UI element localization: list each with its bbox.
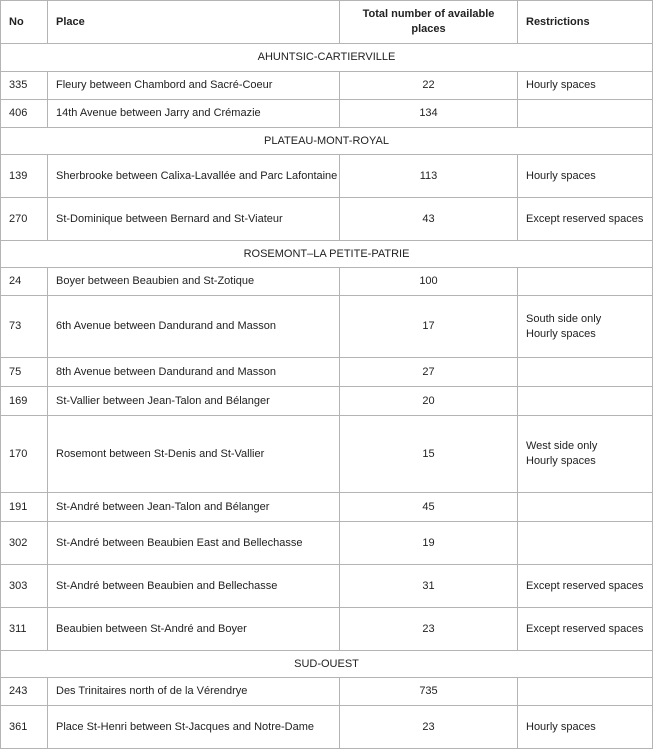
cell-place: Place St-Henri between St-Jacques and Notre-Dame <box>48 706 340 749</box>
cell-total: 23 <box>340 706 518 749</box>
table-row <box>1 416 653 493</box>
cell-total: 20 <box>340 387 518 416</box>
table-row <box>1 522 653 565</box>
restriction-text: Except reserved spaces <box>526 212 644 225</box>
section-title: PLATEAU-MONT-ROYAL <box>1 128 653 155</box>
restriction-text: Except reserved spaces <box>526 622 644 635</box>
header-restrictions: Restrictions <box>518 1 653 44</box>
cell-no: 270 <box>1 198 48 241</box>
header-row <box>1 1 653 44</box>
cell-place: Rosemont between St-Denis and St-Vallier <box>48 416 340 493</box>
cell-no: 361 <box>1 706 48 749</box>
cell-restrictions <box>518 387 653 416</box>
restriction-text: West side only <box>526 440 598 452</box>
table-row <box>1 565 653 608</box>
header-no: No <box>1 1 48 44</box>
cell-total: 113 <box>340 155 518 198</box>
section-title: SUD-OUEST <box>1 651 653 678</box>
cell-no: 24 <box>1 268 48 296</box>
restriction-text: Hourly spaces <box>526 79 596 91</box>
restriction-text: Except reserved spaces <box>526 579 644 592</box>
table-row <box>1 706 653 749</box>
cell-no: 335 <box>1 72 48 100</box>
cell-place: Beaubien between St-André and Boyer <box>48 608 340 651</box>
header-place: Place <box>48 1 340 44</box>
cell-total: 43 <box>340 198 518 241</box>
cell-place: 14th Avenue between Jarry and Crémazie <box>48 100 340 128</box>
table-row <box>1 493 653 522</box>
restriction-text: Hourly spaces <box>526 455 596 467</box>
section-title: ROSEMONT–LA PETITE-PATRIE <box>1 241 653 268</box>
cell-place: St-André between Beaubien East and Bellechasse <box>48 522 340 565</box>
table-row <box>1 358 653 387</box>
cell-no: 302 <box>1 522 48 565</box>
cell-no: 406 <box>1 100 48 128</box>
table-body <box>1 44 653 749</box>
section-row <box>1 44 653 72</box>
restriction-text: South side only <box>526 312 602 325</box>
cell-total: 735 <box>340 678 518 706</box>
cell-no: 73 <box>1 296 48 358</box>
cell-restrictions <box>518 565 653 608</box>
cell-total: 27 <box>340 358 518 387</box>
cell-no: 75 <box>1 358 48 387</box>
restriction-text: Hourly spaces <box>526 169 596 182</box>
cell-total: 17 <box>340 296 518 358</box>
cell-no: 169 <box>1 387 48 416</box>
table-row <box>1 268 653 296</box>
cell-restrictions <box>518 678 653 706</box>
cell-total: 22 <box>340 72 518 100</box>
cell-place: 8th Avenue between Dandurand and Masson <box>48 358 340 387</box>
restriction-text: Hourly spaces <box>526 327 596 340</box>
cell-restrictions <box>518 493 653 522</box>
cell-total: 15 <box>340 416 518 493</box>
section-row <box>1 128 653 155</box>
table-row <box>1 678 653 706</box>
cell-restrictions <box>518 155 653 198</box>
cell-restrictions <box>518 608 653 651</box>
cell-total: 134 <box>340 100 518 128</box>
restriction-text: Hourly spaces <box>526 720 596 733</box>
cell-place: Fleury between Chambord and Sacré-Coeur <box>48 72 340 100</box>
cell-no: 303 <box>1 565 48 608</box>
table-row <box>1 72 653 100</box>
cell-place: St-Vallier between Jean-Talon and Bélanger <box>48 387 340 416</box>
cell-total: 100 <box>340 268 518 296</box>
table-row <box>1 608 653 651</box>
cell-place: St-Dominique between Bernard and St-Viateur <box>48 198 340 241</box>
header-total: Total number of available places <box>340 1 518 44</box>
cell-place: Boyer between Beaubien and St-Zotique <box>48 268 340 296</box>
cell-restrictions <box>518 706 653 749</box>
section-row <box>1 651 653 678</box>
cell-place: Des Trinitaires north of de la Vérendrye <box>48 678 340 706</box>
cell-restrictions <box>518 296 653 358</box>
table-row <box>1 296 653 358</box>
section-title: AHUNTSIC-CARTIERVILLE <box>1 44 653 72</box>
cell-no: 139 <box>1 155 48 198</box>
cell-total: 23 <box>340 608 518 651</box>
cell-no: 191 <box>1 493 48 522</box>
cell-restrictions <box>518 416 653 493</box>
table-row <box>1 100 653 128</box>
cell-restrictions <box>518 100 653 128</box>
cell-restrictions <box>518 358 653 387</box>
cell-restrictions <box>518 72 653 100</box>
cell-no: 243 <box>1 678 48 706</box>
cell-place: St-André between Jean-Talon and Bélanger <box>48 493 340 522</box>
cell-total: 45 <box>340 493 518 522</box>
cell-no: 311 <box>1 608 48 651</box>
cell-no: 170 <box>1 416 48 493</box>
cell-restrictions <box>518 268 653 296</box>
cell-place: Sherbrooke between Calixa-Lavallée and Parc Lafontaine <box>48 155 340 198</box>
cell-total: 31 <box>340 565 518 608</box>
cell-total: 19 <box>340 522 518 565</box>
table-row <box>1 387 653 416</box>
table-row <box>1 198 653 241</box>
table-row <box>1 155 653 198</box>
section-row <box>1 241 653 268</box>
cell-place: 6th Avenue between Dandurand and Masson <box>48 296 340 358</box>
cell-restrictions <box>518 198 653 241</box>
cell-place: St-André between Beaubien and Bellechasse <box>48 565 340 608</box>
cell-restrictions <box>518 522 653 565</box>
